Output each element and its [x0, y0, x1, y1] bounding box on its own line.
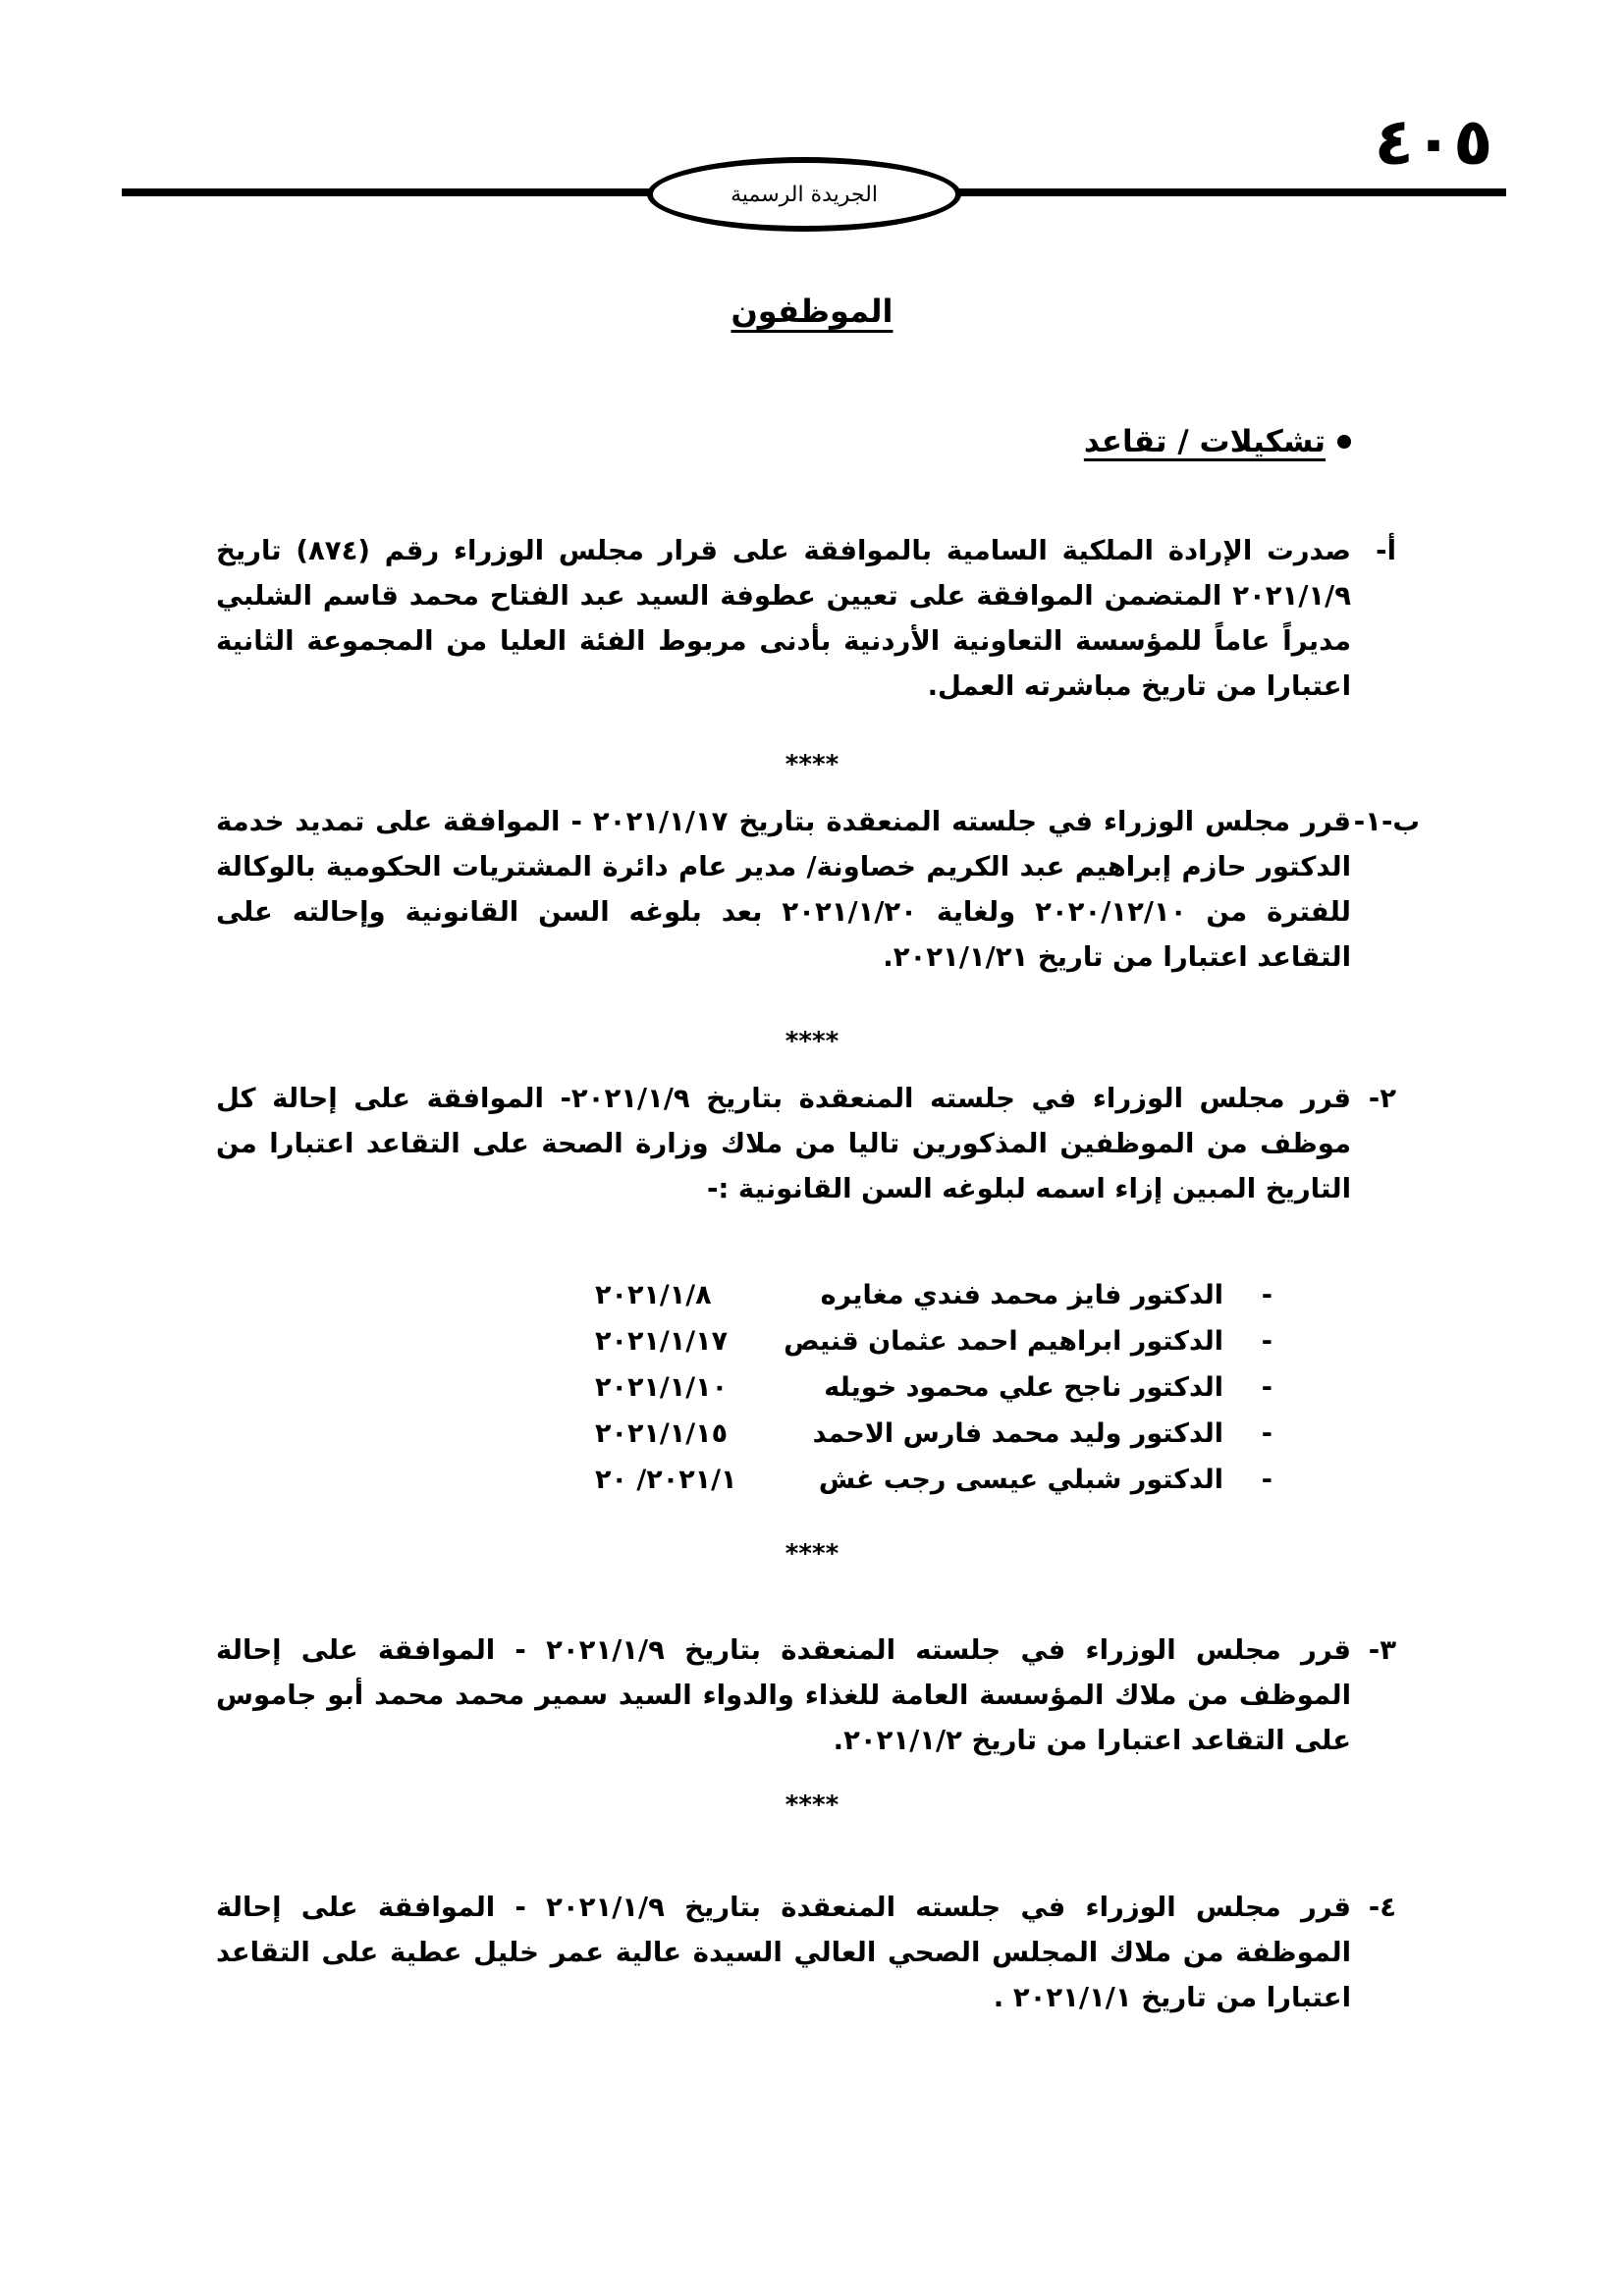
subheading-text: تشكيلات / تقاعد — [1083, 424, 1326, 459]
item-marker: ٤- — [1368, 1892, 1396, 1923]
item-marker: ٣- — [1368, 1634, 1396, 1666]
list-item — [546, 1272, 1272, 1318]
retiree-date: ٢٠٢١/١/ ٢٠ — [595, 1465, 737, 1495]
subheading — [1084, 424, 1351, 459]
item-marker: ٢- — [1368, 1083, 1396, 1114]
item-a — [216, 528, 1396, 709]
list-dash: - — [1261, 1326, 1272, 1357]
item-2 — [216, 1076, 1396, 1211]
retirees-list — [546, 1272, 1272, 1503]
gazette-title: الجريدة الرسمية — [731, 182, 878, 207]
retiree-name: الدكتور وليد محمد فارس الاحمد — [812, 1418, 1223, 1449]
list-item — [546, 1364, 1272, 1411]
bullet-icon — [1337, 435, 1351, 449]
item-marker: أ- — [1376, 535, 1396, 566]
item-b1 — [216, 799, 1420, 980]
retiree-name: الدكتور ناجح علي محمود خويله — [824, 1372, 1223, 1403]
separator: **** — [785, 1027, 839, 1056]
separator: **** — [785, 1539, 839, 1569]
item-text: صدرت الإرادة الملكية السامية بالموافقة على قرار مجلس الوزراء رقم (٨٧٤) تاريخ ٢٠٢١/١/٩ المتضمن الموافقة على تعيين عطوفة السيد عبد الفتاح محمد قاسم الشلبي مديراً عاماً للمؤسسة التعاونية الأردنية بأدنى مربوط الفئة العليا من المجموعة الثانية اعتبارا من تاريخ مباشرته العمل. — [216, 535, 1351, 702]
retiree-date: ٢٠٢١/١/٨ — [595, 1280, 712, 1310]
list-item — [546, 1318, 1272, 1364]
list-dash: - — [1261, 1372, 1272, 1403]
retiree-date: ٢٠٢١/١/١٠ — [595, 1372, 729, 1403]
list-dash: - — [1261, 1465, 1272, 1495]
section-title: الموظفون — [731, 293, 893, 330]
item-text: قرر مجلس الوزراء في جلسته المنعقدة بتاريخ ٢٠٢١/١/٩ - الموافقة على إحالة الموظفة من ملاك المجلس الصحي العالي السيدة عالية عمر خليل عطية على التقاعد اعتبارا من تاريخ ٢٠٢١/١/١ . — [216, 1892, 1352, 2013]
item-marker: ب-١- — [1353, 806, 1420, 837]
list-item — [546, 1411, 1272, 1457]
item-text: قرر مجلس الوزراء في جلسته المنعقدة بتاريخ ٢٠٢١/١/٩- الموافقة على إحالة كل موظف من الموظفين المذكورين تاليا من ملاك وزارة الصحة على التقاعد اعتبارا من التاريخ المبين إزاء اسمه لبلوغه السن القانونية :- — [216, 1083, 1351, 1204]
item-text: قرر مجلس الوزراء في جلسته المنعقدة بتاريخ ٢٠٢١/١/١٧ - الموافقة على تمديد خدمة الدكتور حازم إبراهيم عبد الكريم خصاونة/ مدير عام دائرة المشتريات الحكومية بالوكالة للفترة من ٢٠٢٠/١٢/١٠ ولغاية ٢٠٢١/١/٢٠ بعد بلوغه السن القانونية وإحالته على التقاعد اعتبارا من تاريخ ٢٠٢١/١/٢١. — [216, 806, 1352, 973]
retiree-date: ٢٠٢١/١/١٥ — [595, 1418, 729, 1449]
list-dash: - — [1261, 1418, 1272, 1449]
retiree-name: الدكتور ابراهيم احمد عثمان قنيص — [784, 1326, 1223, 1357]
retiree-name: الدكتور فايز محمد فندي مغايره — [820, 1280, 1223, 1310]
item-text: قرر مجلس الوزراء في جلسته المنعقدة بتاريخ ٢٠٢١/١/٩ - الموافقة على إحالة الموظف من ملاك المؤسسة العامة للغذاء والدواء السيد سمير محمد محمد أبو جاموس على التقاعد اعتبارا من تاريخ ٢٠٢١/١/٢. — [216, 1634, 1352, 1756]
page-number: ٤٠٥ — [1374, 104, 1493, 180]
list-dash: - — [1261, 1280, 1272, 1310]
separator: **** — [785, 1790, 839, 1820]
retiree-date: ٢٠٢١/١/١٧ — [595, 1326, 729, 1357]
retiree-name: الدكتور شبلي عيسى رجب غش — [818, 1465, 1223, 1495]
item-3 — [216, 1628, 1396, 1763]
item-4 — [216, 1885, 1396, 2020]
list-item — [546, 1457, 1272, 1503]
separator: **** — [785, 750, 839, 779]
gazette-title-oval — [647, 157, 961, 232]
